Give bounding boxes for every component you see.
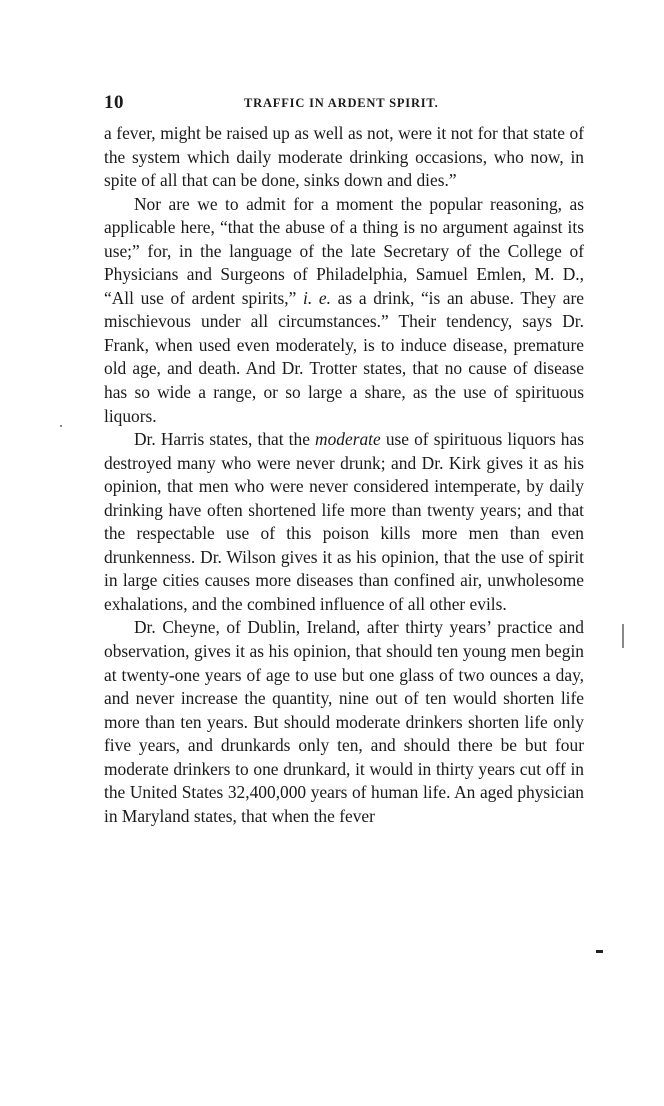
paragraph-3 (104, 428, 584, 616)
paragraph-2-italic: i. e. (303, 287, 331, 308)
paragraph-4-text: Dr. Cheyne, of Dublin, Ireland, after thirty years’ practice and observation, gives it as his opinion, that should ten young men begin at twenty-one years of age to use but one glass of two ounces a day, and never increase the quantity, nine out of ten would shorten life more than ten years. But should moderate drinkers shorten life only five years, and drunkards only ten, and should there be but four moderate drinkers to one drunkard, it would in thirty years cut off in the United States 32,400,000 years of human life. An aged physician in Maryland states, that when the fever (104, 617, 584, 826)
paragraph-2-text-a: Nor are we to admit for a moment the popular reasoning, as applicable here, “that the abuse of a thing is no argument against its use;” for, in the language of the late Secretary of the College of Physicians and Surgeons of Philadelphia, Samuel Emlen, M. D., “All use of ardent spirits,” (104, 193, 584, 308)
scan-mark-bottom (596, 950, 603, 953)
book-page (104, 92, 584, 828)
page-header (104, 92, 584, 122)
paragraph-2 (104, 193, 584, 428)
paragraph-4 (104, 616, 584, 828)
paragraph-3-italic: moderate (315, 429, 381, 450)
paragraph-1-text: a fever, might be raised up as well as not, were it not for that state of the system which daily moderate drinking occasions, who now, in spite of all that can be done, sinks down and dies.” (104, 123, 584, 191)
running-title: TRAFFIC IN ARDENT SPIRIT. (244, 96, 439, 110)
paragraph-3-text-b: use of spirituous liquors has destroyed many who were never drunk; and Dr. Kirk gives it as his opinion, that men who were never considered intemperate, by daily drinking have often shortened life more than twenty years; and that the respectable use of this poison kills more men than even drunkenness. Dr. Wilson gives it as his opinion, that the use of spirit in large cities causes more diseases than confined air, unwholesome exhalations, and the combined influence of all other evils. (104, 429, 584, 614)
page-number: 10 (104, 92, 124, 113)
scan-mark-left (60, 425, 62, 427)
paragraph-3-text-a: Dr. Harris states, that the (134, 429, 310, 450)
scan-mark-right (622, 624, 624, 648)
paragraph-2-text-b: as a drink, “is an abuse. They are mischievous under all circumstances.” Their tendency, says Dr. Frank, when used even moderately, is to induce disease, premature old age, and death. And Dr. Trotter states, that no cause of disease has so wide a range, or so large a share, as the use of spirituous liquors. (104, 287, 584, 426)
page-body (104, 122, 584, 828)
paragraph-1 (104, 122, 584, 193)
